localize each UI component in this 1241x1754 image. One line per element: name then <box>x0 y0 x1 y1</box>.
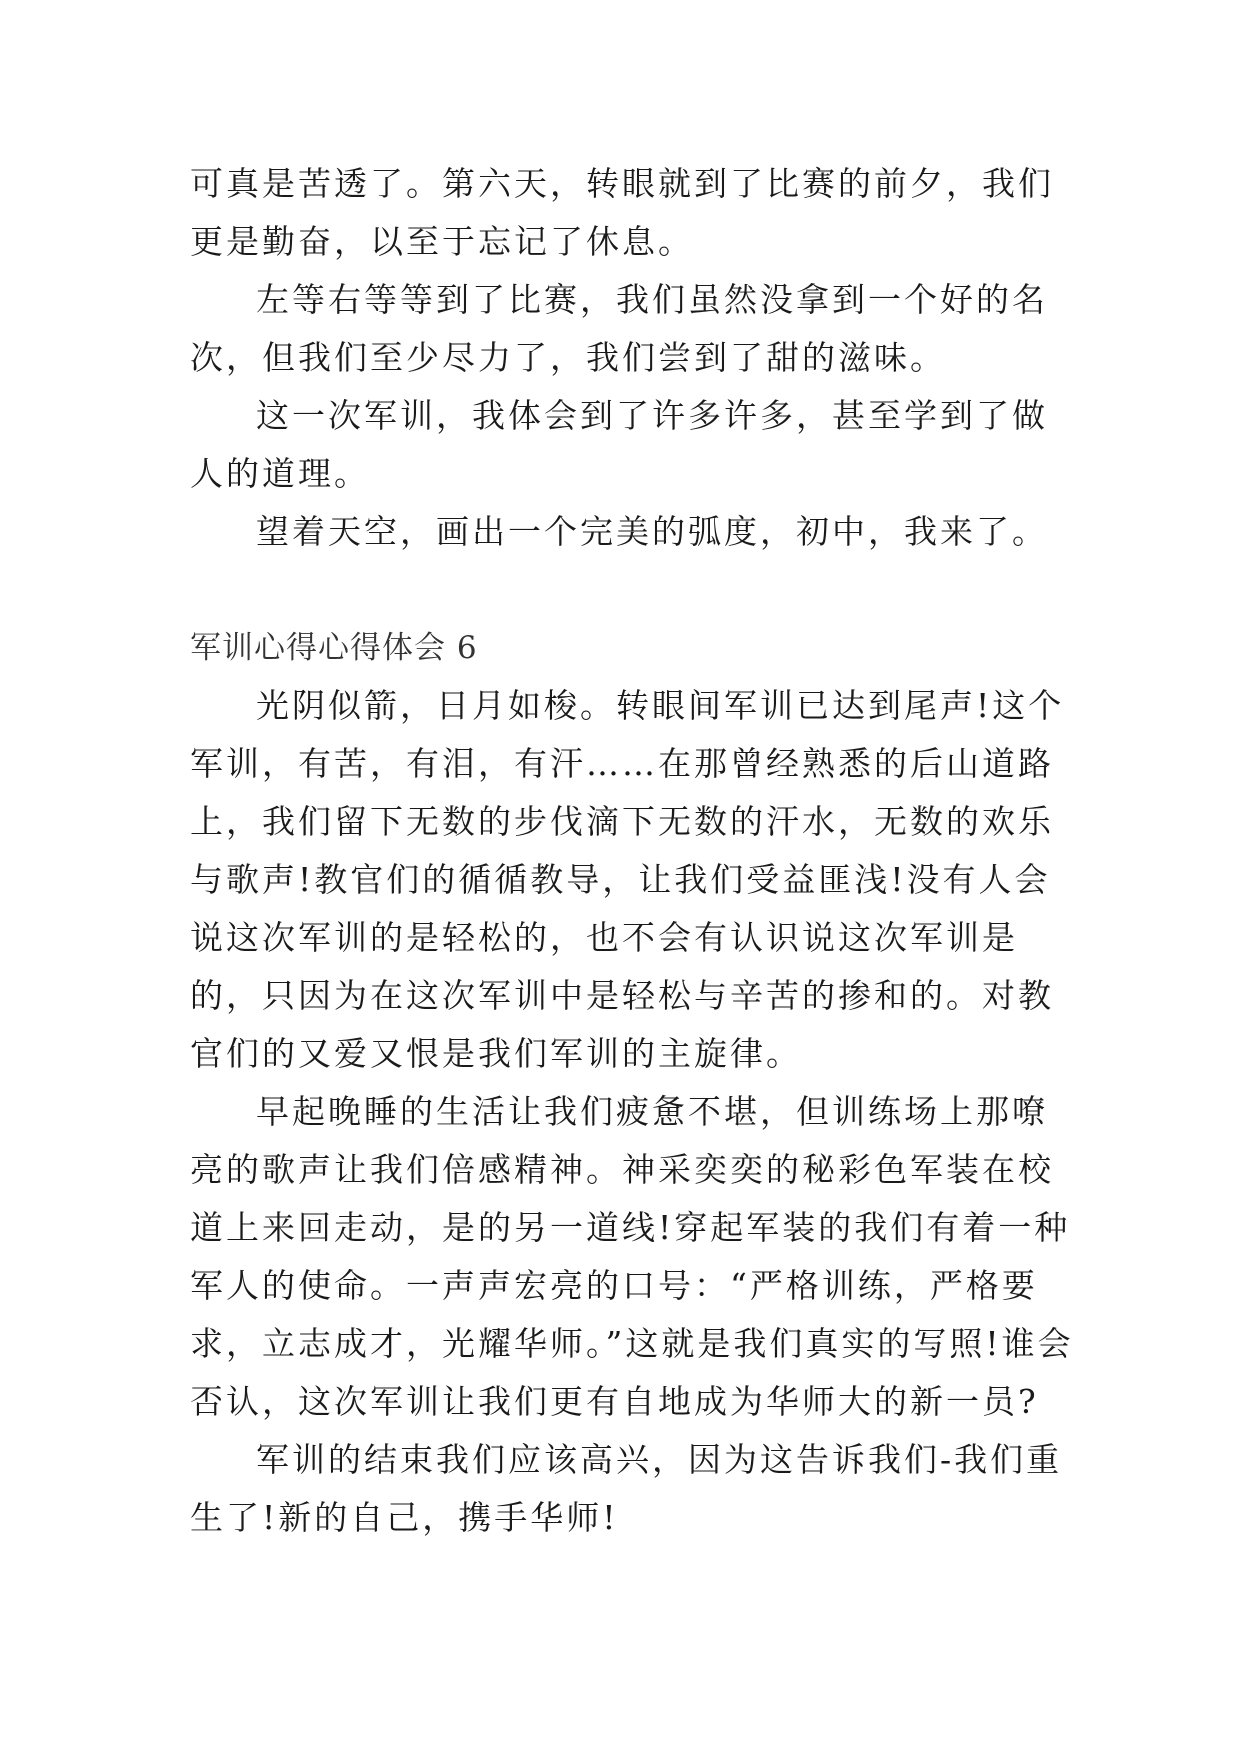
section-heading: 军训心得心得体会 6 <box>190 630 478 666</box>
paragraph-reflection: 这一次军训，我体会到了许多许多，甚至学到了做人的道理。 <box>190 396 1048 493</box>
paragraph-competition: 左等右等等到了比赛，我们虽然没拿到一个好的名次，但我们至少尽力了，我们尝到了甜的滋味。 <box>190 280 1048 377</box>
paragraph-ending: 军训的结束我们应该高兴，因为这告诉我们-我们重生了!新的自己，携手华师! <box>190 1440 1063 1537</box>
paragraph-continuation: 可真是苦透了。第六天，转眼就到了比赛的前夕，我们更是勤奋，以至于忘记了休息。 <box>190 164 1054 261</box>
paragraph-daily-life: 早起晚睡的生活让我们疲惫不堪，但训练场上那嘹亮的歌声让我们倍感精神。神采奕奕的秘彩色军装在校道上来回走动，是的另一道线!穿起军装的我们有着一种军人的使命。一声声宏亮的口号：“严格训练，严格要求，立志成才，光耀华师。”这就是我们真实的写照!谁会否认，这次军训让我们更有自地成为华师大的新一员? <box>190 1092 1074 1421</box>
paragraph-closing: 望着天空，画出一个完美的弧度，初中，我来了。 <box>256 512 1048 551</box>
paragraph-time-flies: 光阴似箭，日月如梭。转眼间军训已达到尾声!这个军训，有苦，有泪，有汗……在那曾经熟悉的后山道路上，我们留下无数的步伐滴下无数的汗水，无数的欢乐与歌声!教官们的循循教导，让我们受益匪浅!没有人会说这次军训的是轻松的，也不会有认识说这次军训是的，只因为在这次军训中是轻松与辛苦的掺和的。对教官们的又爱又恨是我们军训的主旋律。 <box>190 686 1065 1073</box>
document-body <box>190 155 1080 1547</box>
